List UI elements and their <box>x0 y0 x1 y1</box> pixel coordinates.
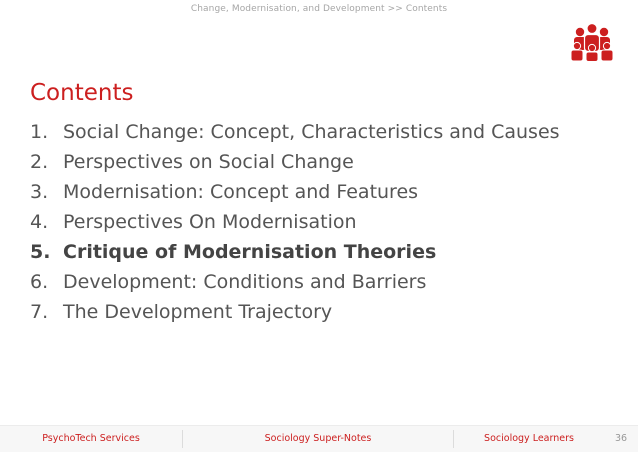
contents-list <box>30 117 560 327</box>
page-number: 36 <box>614 433 628 444</box>
item-text: Social Change: Concept, Characteristics and Causes <box>63 121 560 143</box>
header-breadcrumb: Change, Modernisation, and Development >> Contents <box>190 4 448 14</box>
item-number: 2. <box>30 151 49 173</box>
item-number: 4. <box>30 211 49 233</box>
contents-item[interactable] <box>30 147 560 177</box>
item-text: The Development Trajectory <box>63 301 333 323</box>
contents-item[interactable] <box>30 177 560 207</box>
footer-left: PsychoTech Services <box>42 433 140 444</box>
footer-bar <box>0 425 638 452</box>
item-text: Perspectives On Modernisation <box>63 211 357 233</box>
people-group-icon <box>570 22 614 62</box>
item-text: Modernisation: Concept and Features <box>63 181 419 203</box>
contents-item[interactable] <box>30 207 560 237</box>
footer-center: Sociology Super-Notes <box>264 433 372 444</box>
item-number: 6. <box>30 271 49 293</box>
item-number: 3. <box>30 181 49 203</box>
contents-item[interactable] <box>30 267 560 297</box>
contents-item-current[interactable] <box>30 237 560 267</box>
item-text: Perspectives on Social Change <box>63 151 354 173</box>
item-text: Development: Conditions and Barriers <box>63 271 427 293</box>
contents-item[interactable] <box>30 297 560 327</box>
footer-right: Sociology Learners <box>484 433 574 444</box>
item-number: 7. <box>30 301 49 323</box>
page-title: Contents <box>30 80 134 106</box>
item-text: Critique of Modernisation Theories <box>63 241 437 263</box>
contents-item[interactable] <box>30 117 560 147</box>
item-number: 5. <box>30 241 51 263</box>
item-number: 1. <box>30 121 49 143</box>
